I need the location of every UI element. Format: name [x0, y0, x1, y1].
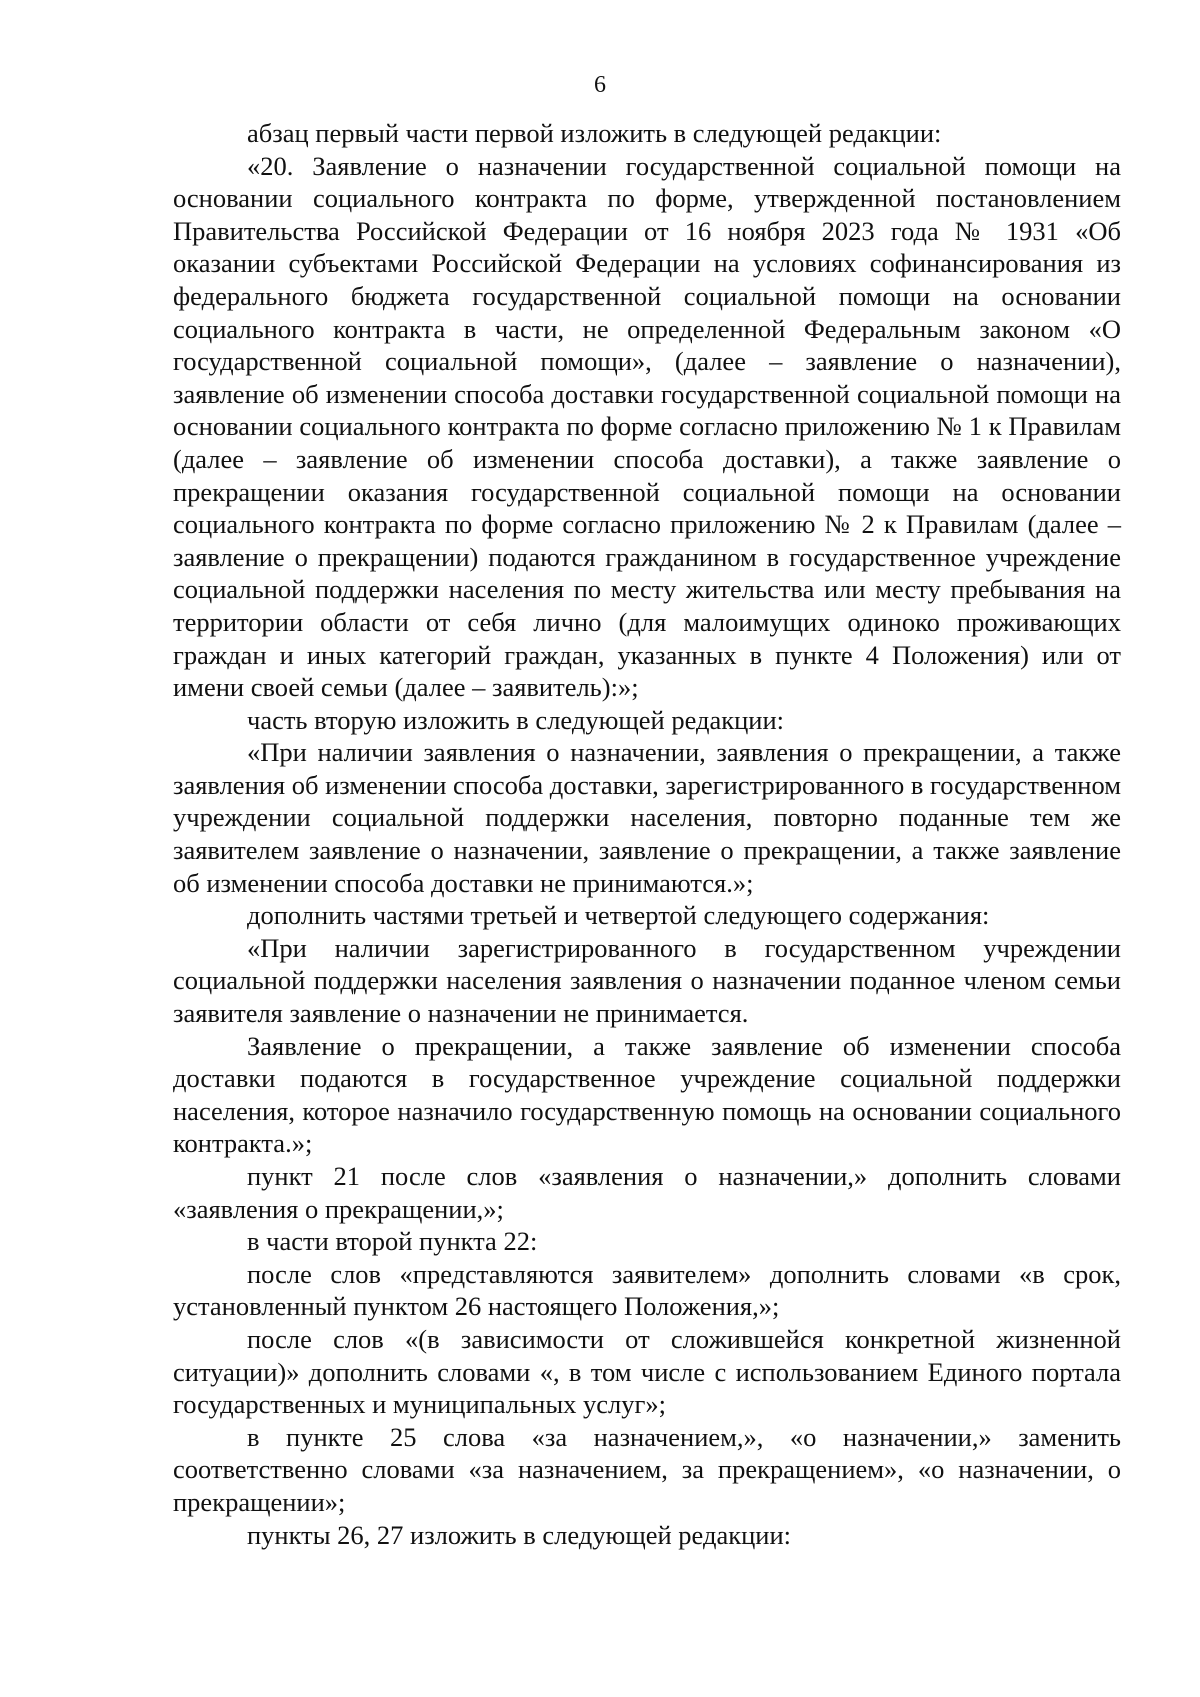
paragraph: «При наличии заявления о назначении, заявления о прекращении, а также заявления об изменении способа доставки, зарегистрированного в государственном учреждении социальной поддержки населения, повторно поданные тем же заявителем заявление о назначении, заявление о прекращении, а также заявление об изменении способа доставки не принимаются.»; — [173, 737, 1121, 898]
paragraph: после слов «представляются заявителем» дополнить словами «в срок, установленный пунктом 26 настоящего Положения,»; — [173, 1258, 1121, 1322]
paragraph: дополнить частями третьей и четвертой следующего содержания: — [247, 900, 990, 931]
paragraph: часть вторую изложить в следующей редакции: — [247, 704, 785, 735]
paragraph: «20. Заявление о назначении государственной социальной помощи на основании социального контракта по форме, утвержденной постановлением Правительства Российской Федерации от 16 ноября 2023 года № 1931 «Об оказании субъектами Российской Федерации на условиях софинансирования из федерального бюджета государственной социальной помощи на основании социального контракта в части, не определенной Федеральным законом «О государственной социальной помощи», (далее – заявление о назначении), заявление об изменении способа доставки государственной социальной помощи на основании социального контракта по форме согласно приложению № 1 к Правилам (далее – заявление об изменении способа доставки), а также заявление о прекращении оказания государственной социальной помощи на основании социального контракта по форме согласно приложению № 2 к Правилам (далее – заявление о прекращении) подаются гражданином в государственное учреждение социальной поддержки населения по месту жительства или месту пребывания на территории области от себя лично (для малоимущих одиноко проживающих граждан и иных категорий граждан, указанных в пункте 4 Положения) или от имени своей семьи (далее – заявитель):»; — [173, 150, 1121, 703]
paragraph: «При наличии зарегистрированного в государственном учреждении социальной поддержки населения заявления о назначении поданное членом семьи заявителя заявление о назначении не принимается. — [173, 932, 1121, 1029]
paragraph: в пункте 25 слова «за назначением,», «о назначении,» заменить соответственно словами «за назначением, за прекращением», «о назначении, о прекращении»; — [173, 1421, 1121, 1517]
document-body — [173, 117, 1121, 1551]
paragraph: Заявление о прекращении, а также заявление об изменении способа доставки подаются в государственное учреждение социальной поддержки населения, которое назначило государственную помощь на основании социального контракта.»; — [173, 1030, 1121, 1159]
paragraph: после слов «(в зависимости от сложившейся конкретной жизненной ситуации)» дополнить словами «, в том числе с использованием Единого портала государственных и муниципальных услуг»; — [173, 1323, 1121, 1420]
paragraph: абзац первый части первой изложить в следующей редакции: — [247, 118, 942, 148]
paragraph: в части второй пункта 22: — [247, 1226, 538, 1257]
paragraph: пункт 21 после слов «заявления о назначении,» дополнить словами «заявления о прекращении,»; — [173, 1161, 1121, 1224]
page-number: 6 — [594, 72, 606, 98]
paragraph: пункты 26, 27 изложить в следующей редакции: — [247, 1519, 792, 1550]
